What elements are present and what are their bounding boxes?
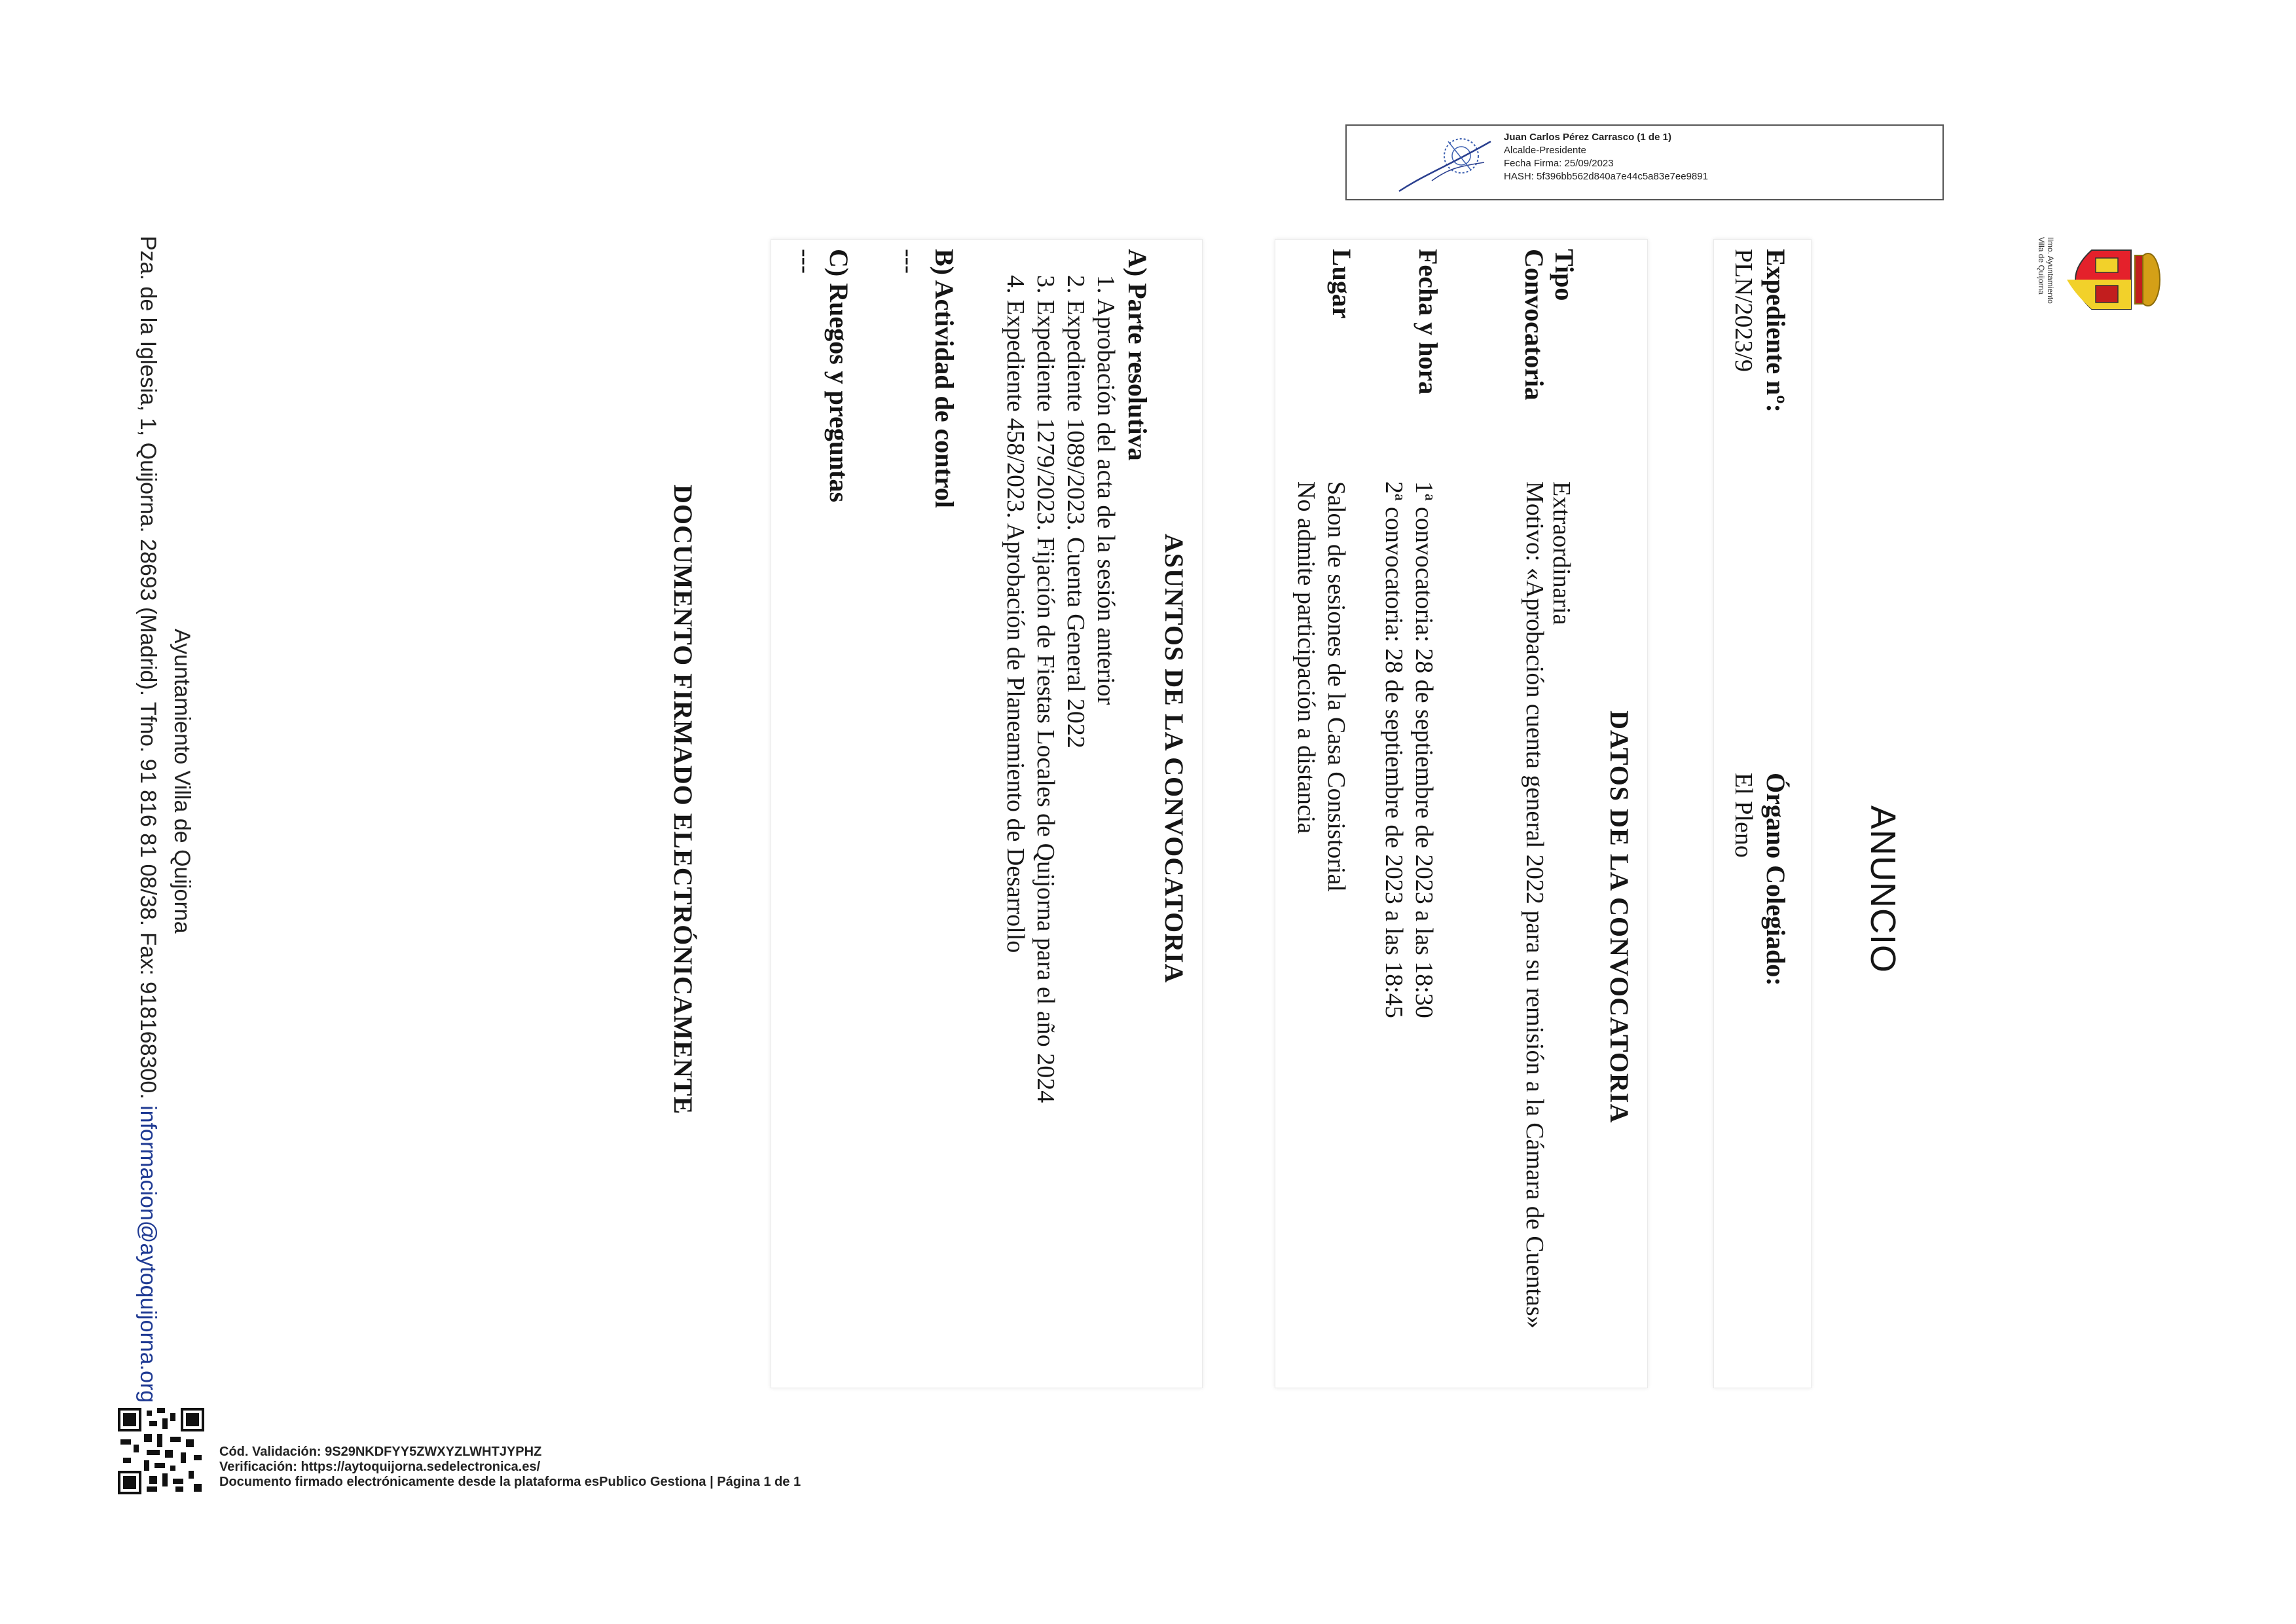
organo-value: El Pleno	[1730, 773, 1757, 858]
validation-code: Cód. Validación: 9S29NKDFYY5ZWXYZLWHTJYPHZ	[219, 1445, 542, 1459]
crest-caption-line-1: Ilmo. Ayuntamiento	[2046, 237, 2055, 304]
qr-code-icon	[118, 1408, 204, 1494]
fecha-primera: 1ª convocatoria: 28 de septiembre de 2023 a las 18:30	[1410, 481, 1438, 1018]
crest-caption	[2037, 237, 2055, 304]
platform-notice: Documento firmado electrónicamente desde la plataforma esPublico Gestiona | Página 1 de 1	[219, 1475, 801, 1489]
fecha-label: Fecha y hora	[1413, 249, 1443, 395]
footer-address: Pza. de la Iglesia, 1, Quijorna. 28693 (Madrid). Tfno. 91 816 81 08/38. Fax: 918168300.	[136, 236, 160, 1106]
verification-url[interactable]: Verificación: https://aytoquijorna.sedelectronica.es/	[219, 1460, 541, 1474]
footer-email-link[interactable]: informacion@aytoquijorna.org	[136, 1105, 160, 1403]
page-title: ANUNCIO	[1863, 805, 1903, 974]
tipo-value: Extraordinaria	[1548, 481, 1575, 625]
fecha-segunda: 2ª convocatoria: 28 de septiembre de 2023 a las 18:45	[1380, 481, 1408, 1018]
footer-organization: Ayuntamiento Villa de Quijorna	[170, 629, 194, 934]
asuntos-title: ASUNTOS DE LA CONVOCATORIA	[1159, 534, 1189, 984]
signer-name: Juan Carlos Pérez Carrasco (1 de 1)	[1504, 132, 1671, 143]
signature-date: Fecha Firma: 25/09/2023	[1504, 158, 1614, 169]
section-c-placeholder: ---	[792, 249, 819, 274]
agenda-item: 4. Expediente 458/2023. Aprobación de Planeamiento de Desarrollo	[1002, 275, 1029, 953]
signer-role: Alcalde-Presidente	[1504, 145, 1586, 156]
tipo-label: Tipo	[1550, 249, 1579, 301]
convocatoria-label: Convocatoria	[1520, 249, 1549, 401]
expediente-label: Expediente nº:	[1761, 249, 1791, 413]
participacion-value: No admite participación a distancia	[1292, 481, 1320, 834]
expediente-value: PLN/2023/9	[1730, 249, 1757, 372]
section-a-heading: A) Parte resolutiva	[1123, 249, 1152, 461]
section-b-placeholder: ---	[895, 249, 922, 274]
agenda-item: 3. Expediente 1279/2023. Fijación de Fiestas Locales de Quijorna para el año 2024	[1032, 275, 1059, 1103]
crest-caption-line-2: Villa de Quijorna	[2037, 237, 2046, 295]
verification-block	[219, 1445, 801, 1490]
datos-title: DATOS DE LA CONVOCATORIA	[1605, 710, 1634, 1124]
lugar-value: Salon de sesiones de la Casa Consistorial	[1322, 481, 1350, 892]
footer-contact	[135, 236, 160, 1403]
municipal-crest-icon	[2057, 242, 2165, 318]
agenda-item: 2. Expediente 1089/2023. Cuenta General 2022	[1062, 275, 1089, 748]
motivo-value: Motivo: «Aprobación cuenta general 2022 para su remisión a la Cámara de Cuentas»	[1521, 481, 1548, 1329]
firmado-notice: DOCUMENTO FIRMADO ELECTRÓNICAMENTE	[668, 485, 698, 1115]
section-c-heading: C) Ruegos y preguntas	[824, 249, 854, 503]
signature-hash: HASH: 5f396bb562d840a7e44c5a83e7ee9891	[1504, 171, 1708, 182]
organo-label: Órgano Colegiado:	[1761, 773, 1791, 986]
lugar-label: Lugar	[1327, 249, 1357, 319]
agenda-item: 1. Aprobación del acta de la sesión anterior	[1092, 275, 1120, 705]
section-b-heading: B) Actividad de control	[930, 249, 959, 508]
